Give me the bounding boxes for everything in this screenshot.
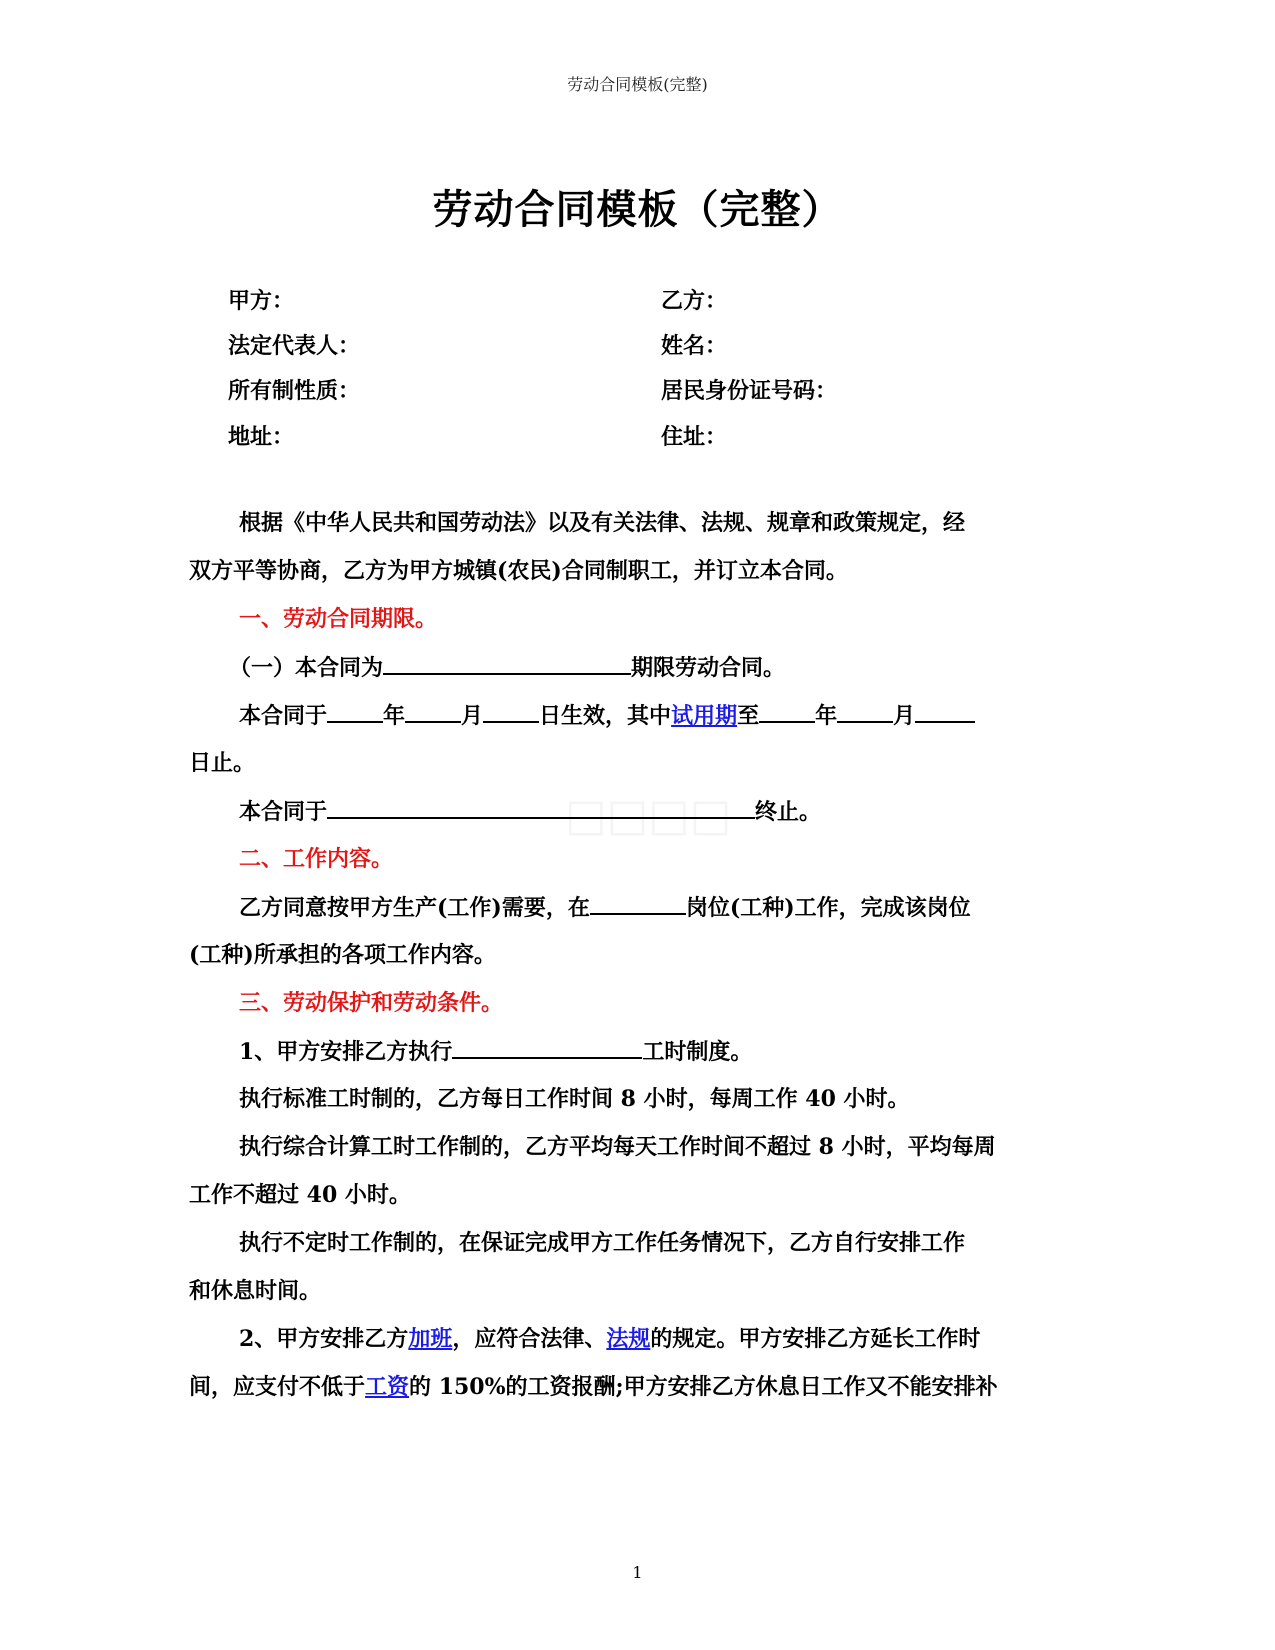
comprehensive-hours-line-1: 执行综合计算工时工作制的，乙方平均每天工作时间不超过 8 小时，平均每周 [239,1134,996,1160]
overtime-line-2 [189,1363,1079,1411]
flexible-hours-line-2: 和休息时间。 [189,1278,322,1304]
intro-line-1: 根据《中华人民共和国劳动法》以及有关法律、法规、规章和政策规定，经 [239,510,966,536]
page-header: 劳动合同模板(完整) [567,75,708,94]
work-hours-line [189,1027,1079,1075]
regulation-link[interactable]: 法规 [606,1326,651,1352]
job-position-suffix: 岗位(工种)工作，完成该岗位 [685,895,971,921]
to-label: 至 [737,703,760,729]
id-number-label: 居民身份证号码： [661,378,838,404]
effective-date-end: 日止。 [189,750,256,776]
effective-date-prefix: 本合同于 [239,703,328,729]
overtime-mid: ，应符合法律、 [452,1326,607,1352]
job-position-prefix: 乙方同意按甲方生产(工作)需要，在 [239,895,590,921]
ownership-label: 所有制性质： [228,378,361,404]
residence-label: 住址： [661,424,728,450]
overtime-suffix: 的规定。甲方安排乙方延长工作时 [650,1326,981,1352]
work-hours-suffix: 工时制度。 [642,1039,753,1065]
termination-blank[interactable] [327,787,755,819]
probation-day-blank[interactable] [915,691,975,723]
party-a-label: 甲方： [228,288,295,314]
overtime-prefix: 2、甲方安排乙方 [239,1326,409,1352]
termination-prefix: 本合同于 [239,799,328,825]
section-2-heading: 二、工作内容。 [239,846,394,872]
legal-rep-label: 法定代表人： [228,333,361,359]
effective-text: 日生效，其中 [539,703,672,729]
start-year-blank[interactable] [327,691,383,723]
year-label-2: 年 [815,703,838,729]
section-3-heading: 三、劳动保护和劳动条件。 [239,990,504,1016]
address-label: 地址： [228,424,295,450]
section-1-heading: 一、劳动合同期限。 [239,606,438,632]
comprehensive-hours-line-2: 工作不超过 40 小时。 [189,1182,411,1208]
term-type-line [189,643,1079,691]
document-title: 劳动合同模板（完整） [432,186,843,233]
start-month-blank[interactable] [405,691,461,723]
watermark-graphic: □□□□ [565,790,732,841]
start-day-blank[interactable] [483,691,539,723]
year-label: 年 [383,703,406,729]
month-label: 月 [461,703,484,729]
effective-date-line [189,691,1079,739]
flexible-hours-line-1: 执行不定时工作制的，在保证完成甲方工作任务情况下，乙方自行安排工作 [239,1230,966,1256]
name-label: 姓名： [661,333,728,359]
page-number: 1 [632,1563,643,1582]
work-hours-blank[interactable] [452,1027,642,1059]
termination-suffix: 终止。 [755,799,822,825]
overtime-pay-suffix: 的 150%的工资报酬;甲方安排乙方休息日工作又不能安排补 [409,1374,998,1400]
contract-body [189,499,1079,1411]
job-position-blank[interactable] [590,883,686,915]
intro-line-2: 双方平等协商，乙方为甲方城镇(农民)合同制职工，并订立本合同。 [189,558,848,584]
party-b-label: 乙方： [661,288,728,314]
job-content-line: (工种)所承担的各项工作内容。 [189,942,496,968]
job-position-line [189,883,1079,931]
overtime-line-1 [189,1315,1079,1363]
overtime-pay-prefix: 间，应支付不低于 [189,1374,366,1400]
month-label-2: 月 [893,703,916,729]
term-type-prefix: （一）本合同为 [229,655,384,681]
probation-link[interactable]: 试用期 [671,703,738,729]
probation-month-blank[interactable] [837,691,893,723]
standard-hours-line: 执行标准工时制的，乙方每日工作时间 8 小时，每周工作 40 小时。 [239,1086,910,1112]
term-type-suffix: 期限劳动合同。 [631,655,786,681]
overtime-link[interactable]: 加班 [408,1326,453,1352]
work-hours-prefix: 1、甲方安排乙方执行 [239,1039,453,1065]
wage-link[interactable]: 工资 [365,1374,410,1400]
term-type-blank[interactable] [383,643,631,675]
termination-line [189,787,1079,835]
probation-year-blank[interactable] [759,691,815,723]
